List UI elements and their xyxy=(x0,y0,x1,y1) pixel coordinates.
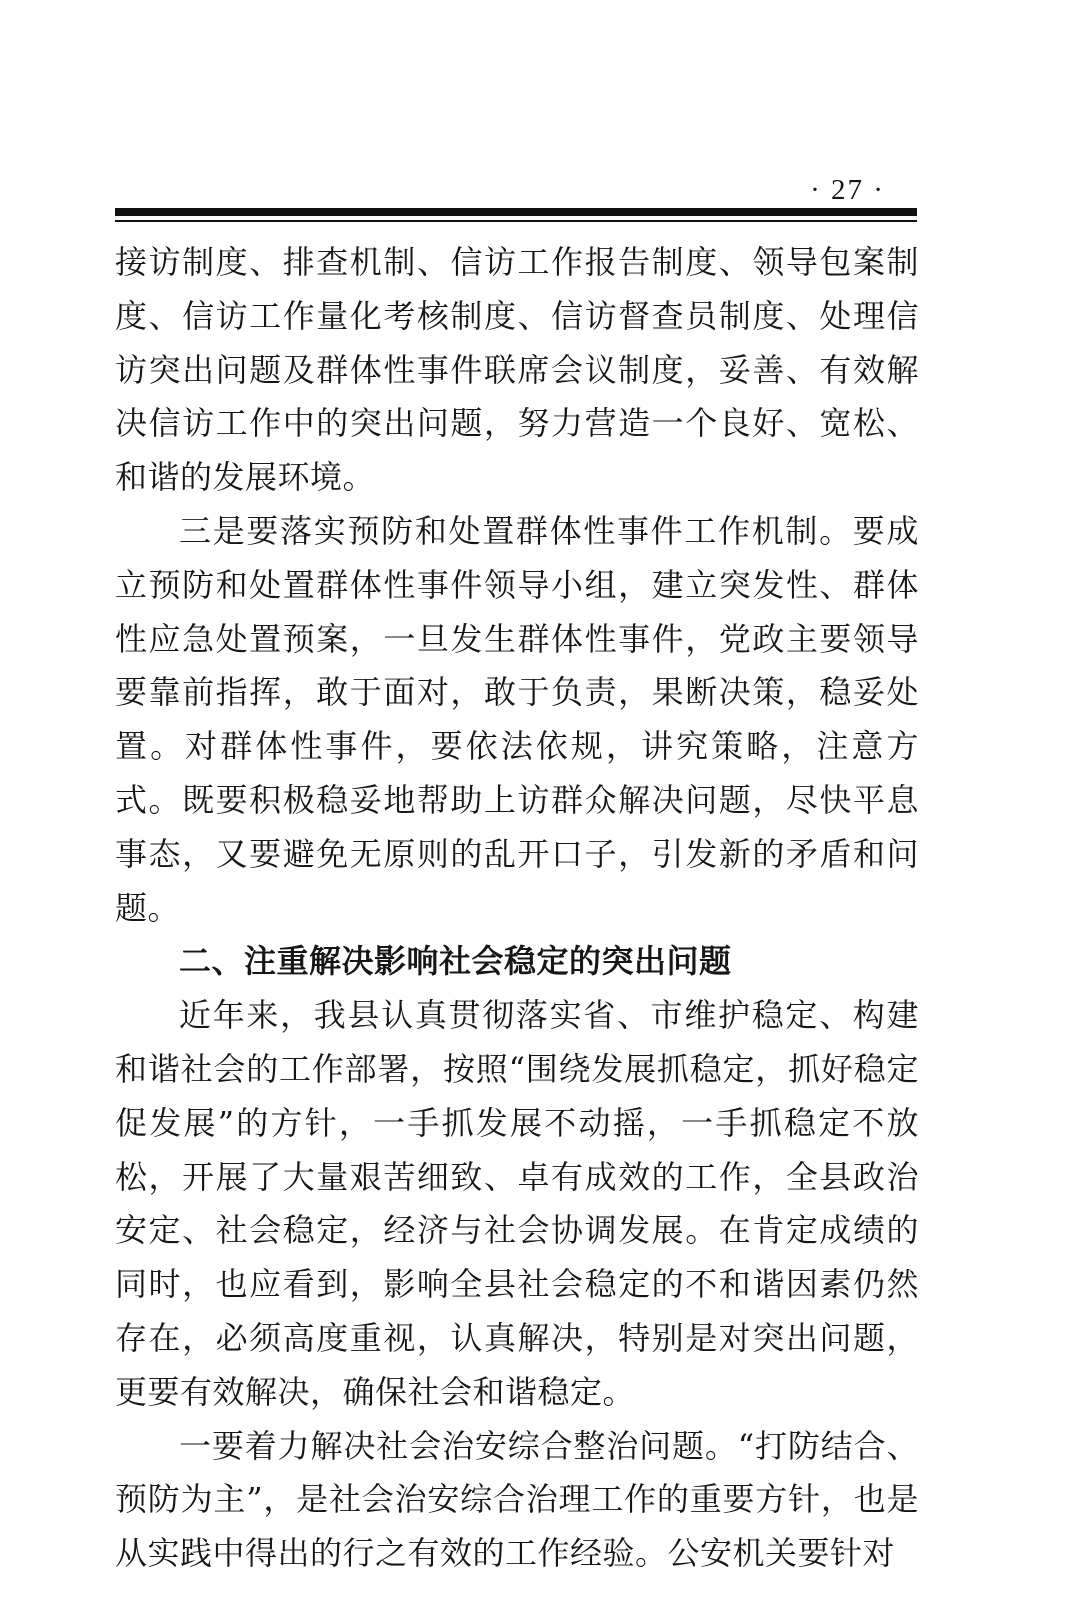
header-rule-thick xyxy=(115,208,917,216)
page-number: · 27 · xyxy=(810,174,885,206)
section-heading: 二、注重解决影响社会稳定的突出问题 xyxy=(179,942,732,981)
paragraph-recent-years: 近年来，我县认真贯彻落实省、市维护稳定、构建和谐社会的工作部署，按照“围绕发展抓稳定，抓好稳定促发展”的方针，一手抓发展不动摇，一手抓稳定不放松，开展了大量艰苦细致、卓有成效的工作，全县政治安定、社会稳定，经济与社会协调发展。在肯定成绩的同时，也应看到，影响全县社会稳定的不和谐因素仍然存在，必须高度重视，认真解决，特别是对突出问题，更要有效解决，确保社会和谐稳定。 xyxy=(115,996,919,1411)
paragraph-continued: 接访制度、排查机制、信访工作报告制度、领导包案制度、信访工作量化考核制度、信访督查员制度、处理信访突出问题及群体性事件联席会议制度，妥善、有效解决信访工作中的突出问题，努力营造一个良好、宽松、和谐的发展环境。 xyxy=(115,243,919,497)
paragraph-mechanism: 三是要落实预防和处置群体性事件工作机制。要成立预防和处置群体性事件领导小组，建立突发性、群体性应急处置预案，一旦发生群体性事件，党政主要领导要靠前指挥，敢于面对，敢于负责，果断决策，稳妥处置。对群体性事件，要依法依规，讲究策略，注意方式。既要积极稳妥地帮助上访群众解决问题，尽快平息事态，又要避免无原则的乱开口子，引发新的矛盾和问题。 xyxy=(115,511,919,927)
paragraph-public-security: 一要着力解决社会治安综合整治问题。“打防结合、预防为主”，是社会治安综合治理工作的重要方针，也是从实践中得出的行之有效的工作经验。公安机关要针对 xyxy=(115,1426,919,1573)
body-text xyxy=(115,236,919,1581)
header-rule-thin xyxy=(115,220,917,222)
